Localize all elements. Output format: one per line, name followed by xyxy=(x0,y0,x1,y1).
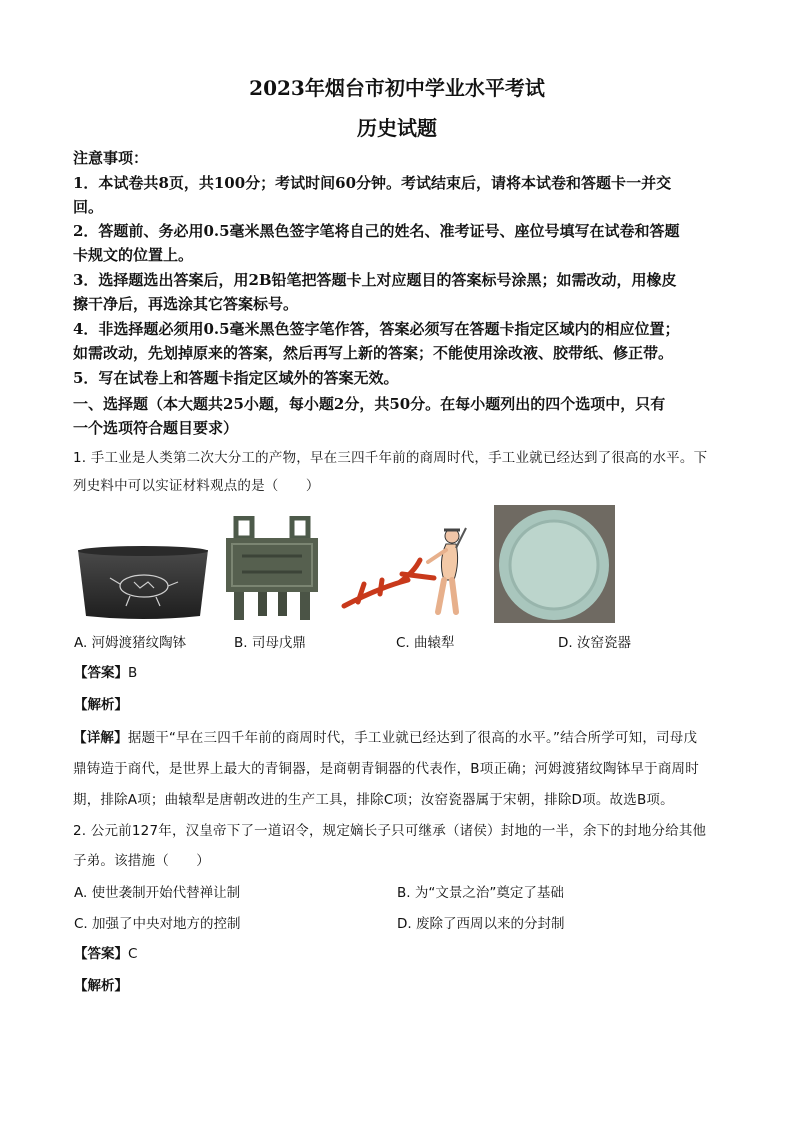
notice-line: 2．答题前、务必用0.5毫米黑色签字笔将自己的姓名、准考证号、座位号填写在试卷和答题 xyxy=(73,222,680,240)
bronze-ding-image xyxy=(222,516,322,622)
notice-line: 如需改动，先划掉原来的答案，然后再写上新的答案；不能使用涂改液、胶带纸、修正带。 xyxy=(73,344,674,362)
notice-line: 擦干净后，再选涂其它答案标号。 xyxy=(73,295,299,313)
question-2-stem: 2. 公元前127年，汉皇帝下了一道诏令，规定嫡长子只可继承（诸侯）封地的一半，余下的封地分给其他 xyxy=(73,823,707,839)
q2-option-d: D. 废除了西周以来的分封制 xyxy=(397,916,565,932)
q1-option-a: A. 河姆渡猪纹陶钵 xyxy=(74,635,187,651)
q1-detail xyxy=(73,726,723,750)
notice-line: 4．非选择题必须用0.5毫米黑色签字笔作答，答案必须写在答题卡指定区域内的相应位置； xyxy=(73,320,680,338)
notice-line: 1．本试卷共8页，共100分；考试时间60分钟。考试结束后，请将本试卷和答题卡一并交 xyxy=(73,174,672,192)
question-1-stem: 1. 手工业是人类第二次大分工的产物，早在三四千年前的商周时代，手工业就已经达到了很高的水平。下 xyxy=(73,450,708,466)
ru-ware-dish-image xyxy=(494,505,615,623)
detail-text: 据题干“早在三四千年前的商周时代，手工业就已经达到了很高的水平。”结合所学可知，司母戊 xyxy=(127,730,698,746)
section-heading: 一、选择题（本大题共25小题，每小题2分，共50分。在每小题列出的四个选项中，只有 xyxy=(73,395,666,413)
q1-option-b: B. 司母戊鼎 xyxy=(234,635,306,651)
q2-analysis-tag: 【解析】 xyxy=(74,978,128,994)
question-2-stem: 子弟。该措施（ ） xyxy=(73,853,210,869)
notice-line: 3．选择题选出答案后，用2B铅笔把答题卡上对应题目的答案标号涂黑；如需改动，用橡皮 xyxy=(73,271,677,289)
section-heading: 一个选项符合题目要求） xyxy=(73,419,239,437)
q1-analysis-tag: 【解析】 xyxy=(74,697,128,713)
q2-answer xyxy=(74,943,137,965)
q1-answer xyxy=(74,662,137,684)
exam-subtitle: 历史试题 xyxy=(357,116,437,140)
notice-line: 回。 xyxy=(73,198,104,216)
notice-line: 5．写在试卷上和答题卡指定区域外的答案无效。 xyxy=(73,369,399,387)
q1-option-d: D. 汝窑瓷器 xyxy=(558,635,631,651)
q2-option-b: B. 为“文景之治”奠定了基础 xyxy=(397,885,564,901)
answer-tag: 【答案】 xyxy=(74,946,128,962)
exam-title: 2023年烟台市初中学业水平考试 xyxy=(249,76,545,100)
answer-tag: 【答案】 xyxy=(74,665,128,681)
q2-option-c: C. 加强了中央对地方的控制 xyxy=(74,916,241,932)
q2-option-a: A. 使世袭制开始代替禅让制 xyxy=(74,885,241,901)
notice-heading: 注意事项： xyxy=(73,149,149,167)
answer-value: C xyxy=(128,946,138,962)
question-1-stem: 列史料中可以实证材料观点的是（ ） xyxy=(73,478,320,494)
detail-tag: 【详解】 xyxy=(73,730,128,746)
notice-line: 卡规文的位置上。 xyxy=(73,246,194,264)
q1-detail-line: 鼎铸造于商代，是世界上最大的青铜器，是商朝青铜器的代表作，B项正确；河姆渡猪纹陶钵早于商周时 xyxy=(73,761,699,777)
answer-value: B xyxy=(128,665,138,681)
pottery-bowl-image xyxy=(74,542,212,622)
q1-option-c: C. 曲辕犁 xyxy=(396,635,455,651)
curved-plough-image xyxy=(338,522,470,618)
q1-detail-line: 期，排除A项；曲辕犁是唐朝改进的生产工具，排除C项；汝窑瓷器属于宋朝，排除D项。故选B项。 xyxy=(73,792,674,808)
